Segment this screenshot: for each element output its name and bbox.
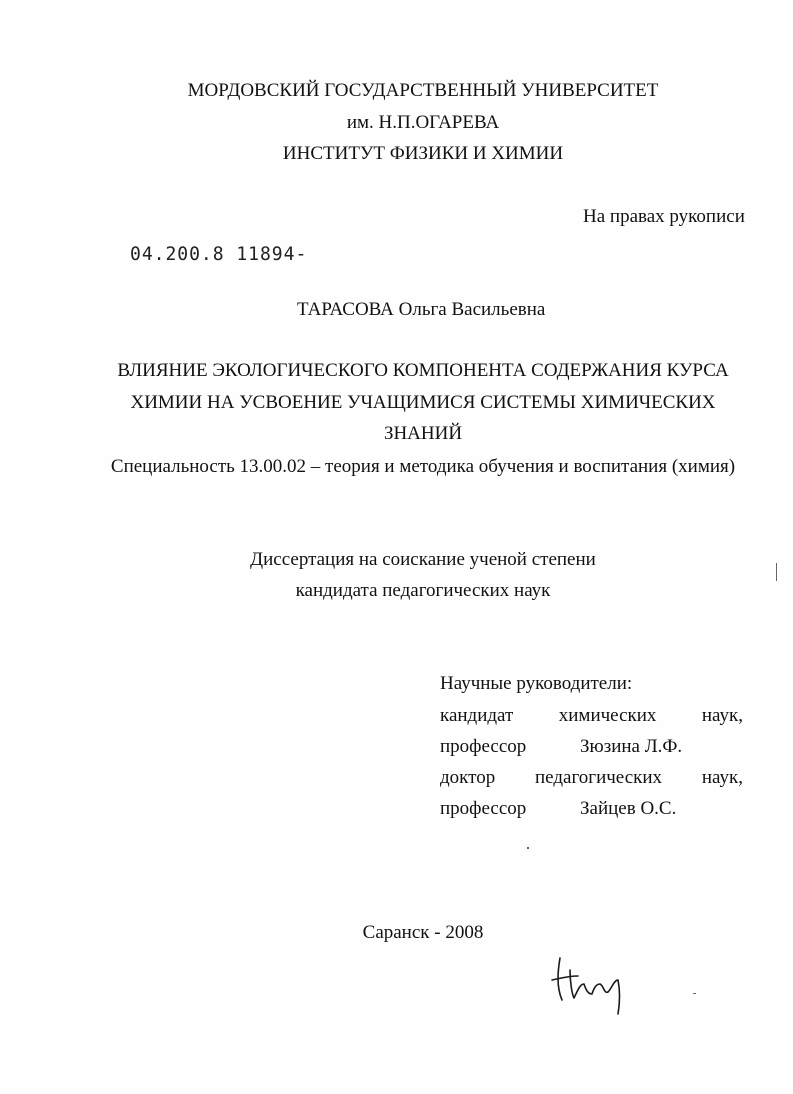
thesis-title-line-3: ЗНАНИЙ <box>383 423 463 444</box>
supervisor-2-degree <box>440 767 743 789</box>
supervisor-1-rank: профессор <box>440 736 527 757</box>
institute-name: ИНСТИТУТ ФИЗИКИ И ХИМИИ <box>282 143 564 164</box>
handwritten-signature <box>548 950 638 1020</box>
supervisor-2-degree-word-1: доктор <box>440 767 496 788</box>
registration-stamp-number: 04.200.8 11894 <box>130 243 296 265</box>
supervisor-2-rank: профессор <box>440 798 527 819</box>
registration-stamp <box>130 243 307 265</box>
supervisor-1-degree <box>440 705 743 727</box>
university-name: МОРДОВСКИЙ ГОСУДАРСТВЕННЫЙ УНИВЕРСИТЕТ <box>187 80 659 101</box>
supervisor-2-name: Зайцев О.С. <box>580 798 677 819</box>
scan-dot <box>527 847 529 849</box>
supervisor-1-degree-word-2: химических <box>558 705 657 726</box>
supervisor-2 <box>440 798 677 820</box>
place-year: Саранск - 2008 <box>362 922 484 943</box>
supervisor-2-degree-word-2: педагогических <box>535 767 663 788</box>
supervisor-1 <box>440 736 683 758</box>
stamp-dash-mark: - <box>295 243 308 265</box>
thesis-title-line-1: ВЛИЯНИЕ ЭКОЛОГИЧЕСКОГО КОМПОНЕНТА СОДЕРЖАНИЯ КУРСА <box>117 360 729 381</box>
degree-line-1: Диссертация на соискание ученой степени <box>250 549 596 570</box>
scan-margin-mark <box>776 563 777 581</box>
author-name: ТАРАСОВА Ольга Васильевна <box>297 299 546 320</box>
supervisor-1-degree-word-3: наук, <box>701 705 743 726</box>
supervisors-heading: Научные руководители: <box>440 673 633 694</box>
specialty: Специальность 13.00.02 – теория и методика обучения и воспитания (химия) <box>110 456 736 477</box>
rights-note: На правах рукописи <box>583 206 745 227</box>
supervisor-2-degree-word-3: наук, <box>701 767 743 788</box>
named-after: им. Н.П.ОГАРЕВА <box>346 112 500 133</box>
degree-line-2: кандидата педагогических наук <box>295 580 551 601</box>
supervisor-1-name: Зюзина Л.Ф. <box>580 736 683 757</box>
scan-dash <box>693 993 696 994</box>
supervisor-1-degree-word-1: кандидат <box>440 705 514 726</box>
thesis-title-line-2: ХИМИИ НА УСВОЕНИЕ УЧАЩИМИСЯ СИСТЕМЫ ХИМИЧЕСКИХ <box>130 392 716 413</box>
